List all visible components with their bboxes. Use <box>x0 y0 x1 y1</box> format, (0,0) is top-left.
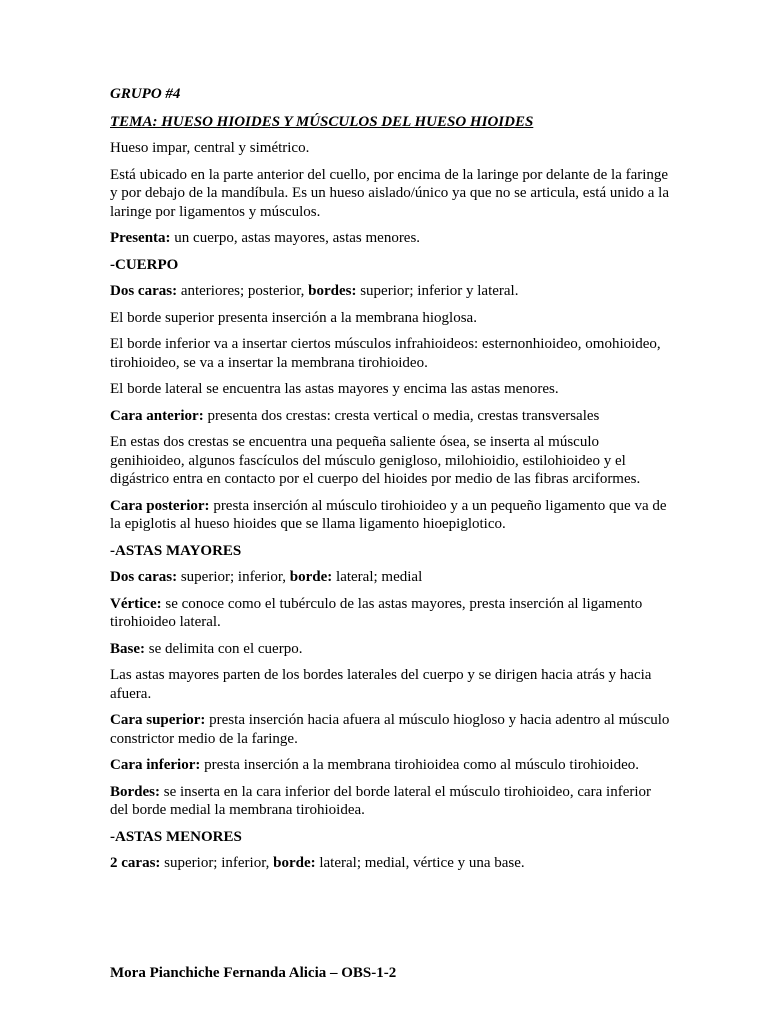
am-base-text: se delimita con el cuerpo. <box>145 640 303 657</box>
am-caras-label: Dos caras: <box>110 569 178 585</box>
intro-paragraph-1: Hueso impar, central y simétrico. <box>110 140 310 156</box>
cara-anterior-text: presenta dos crestas: cresta vertical o media, crestas transversales <box>203 407 600 424</box>
cuerpo-borde-lateral: El borde lateral se encuentra las astas mayores y encima las astas menores. <box>110 381 559 397</box>
cara-posterior-label: Cara posterior: <box>110 497 210 514</box>
cara-anterior-label: Cara anterior: <box>110 407 204 424</box>
cuerpo-caras-label: Dos caras: <box>110 283 178 299</box>
presenta-label: Presenta: <box>110 230 171 246</box>
amn-caras-label: 2 caras: <box>110 855 161 871</box>
astas-mayores-bordes <box>110 783 670 820</box>
intro-paragraph-2: Está ubicado en la parte anterior del cuello, por encima de la laringe por delante de la faringe y por debajo de la mandíbula. Es un hueso aislado/único ya que no se articula, está unido a la laringe por ligamentos y músculos. <box>110 166 670 220</box>
cara-posterior-text: presta inserción al músculo tirohioideo y a un pequeño ligamento que va de la epiglotis al hueso hioides que se llama ligamento hioepiglotico. <box>110 497 667 532</box>
am-superior-label: Cara superior: <box>110 712 206 728</box>
cuerpo-borde-inferior: El borde inferior va a insertar ciertos músculos infrahioideos: esternonhioideo, omohioideo, tirohioideo, se va a insertar la membrana tirohioideo. <box>110 336 661 371</box>
am-caras-text: superior; inferior, <box>177 569 290 585</box>
astas-mayores-caras <box>110 568 670 587</box>
am-borde-text: lateral; medial <box>332 569 423 585</box>
astas-mayores-base <box>110 640 670 659</box>
amn-borde-text: lateral; medial, vértice y una base. <box>315 855 525 871</box>
astas-menores-caras <box>110 854 670 873</box>
am-bordes-text: se inserta en la cara inferior del borde lateral el músculo tirohioideo, cara inferior del borde medial la membrana tirohioidea. <box>110 783 652 818</box>
am-inferior-label: Cara inferior: <box>110 757 201 773</box>
am-borde-label: borde: <box>289 569 333 585</box>
cuerpo-bordes-text: superior; inferior y lateral. <box>356 283 519 299</box>
document-body <box>110 85 670 881</box>
astas-mayores-cara-superior <box>110 711 670 748</box>
section-heading-astas-mayores: -ASTAS MAYORES <box>110 542 242 559</box>
cuerpo-bordes-label: bordes: <box>308 283 357 299</box>
cuerpo-caras-paragraph <box>110 282 670 301</box>
am-inferior-text: presta inserción a la membrana tirohioidea como al músculo tirohioideo. <box>200 757 640 773</box>
cuerpo-borde-superior: El borde superior presenta inserción a la membrana hioglosa. <box>110 309 477 326</box>
am-vertice-text: se conoce como el tubérculo de las astas mayores, presta inserción al ligamento tirohioideo lateral. <box>110 595 643 630</box>
am-base-label: Base: <box>110 640 145 657</box>
section-heading-astas-menores: -ASTAS MENORES <box>110 828 242 845</box>
astas-mayores-parten: Las astas mayores parten de los bordes laterales del cuerpo y se dirigen hacia atrás y hacia afuera. <box>110 667 652 702</box>
cuerpo-caras-text: anteriores; posterior, <box>177 283 309 299</box>
amn-caras-text: superior; inferior, <box>160 855 274 871</box>
cuerpo-cara-posterior <box>110 497 670 534</box>
astas-mayores-vertice <box>110 595 670 632</box>
amn-borde-label: borde: <box>273 855 316 871</box>
page-footer-author: Mora Pianchiche Fernanda Alicia – OBS-1-2 <box>110 965 397 981</box>
presenta-text: un cuerpo, astas mayores, astas menores. <box>170 230 421 246</box>
am-superior-text: presta inserción hacia afuera al músculo hiogloso y hacia adentro al músculo constrictor medio de la faringe. <box>110 712 670 747</box>
presenta-paragraph <box>110 229 670 248</box>
astas-mayores-cara-inferior <box>110 756 670 775</box>
cuerpo-crestas-paragraph: En estas dos crestas se encuentra una pequeña saliente ósea, se inserta al músculo genihioideo, algunos fascículos del músculo genigloso, milohioidio, estilohioideo y el digástrico entra en contacto por el cuerpo del hioides por medio de las fibras arciformes. <box>110 434 641 487</box>
cuerpo-cara-anterior <box>110 407 670 426</box>
am-bordes-label: Bordes: <box>110 783 160 800</box>
group-title: GRUPO #4 <box>110 86 181 102</box>
section-heading-cuerpo: -CUERPO <box>110 256 179 273</box>
topic-title: TEMA: HUESO HIOIDES Y MÚSCULOS DEL HUESO HIOIDES <box>110 113 534 130</box>
am-vertice-label: Vértice: <box>110 595 162 612</box>
